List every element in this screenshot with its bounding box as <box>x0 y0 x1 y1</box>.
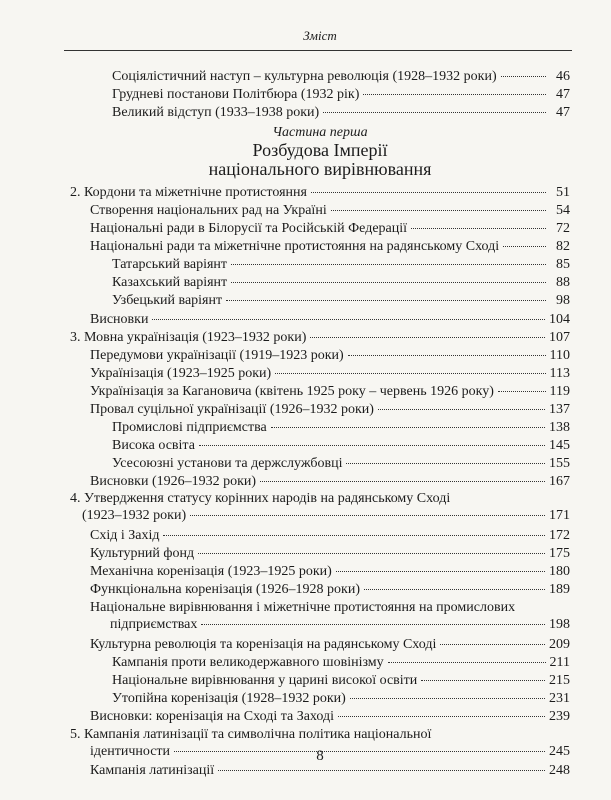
dot-leader <box>201 624 545 625</box>
toc-entry <box>90 202 570 219</box>
toc-entry <box>90 581 570 598</box>
dot-leader <box>501 76 546 77</box>
dot-leader <box>198 553 545 554</box>
dot-leader <box>350 698 545 699</box>
dot-leader <box>323 112 546 113</box>
toc-entry <box>90 599 570 633</box>
toc-entry <box>90 401 570 418</box>
toc-entry-page: 248 <box>549 763 570 778</box>
toc-entry <box>70 184 570 201</box>
toc-entry <box>90 238 570 255</box>
toc-entry-page: 107 <box>549 330 570 345</box>
dot-leader <box>346 463 545 464</box>
page-number: 8 <box>316 748 324 764</box>
toc-entry-page: 85 <box>556 257 570 272</box>
toc-entry <box>90 220 570 237</box>
dot-leader <box>152 319 545 320</box>
dot-leader <box>338 716 545 717</box>
toc-entry-page: 155 <box>549 456 570 471</box>
toc-entry-title: 2. Кордони та міжетнічне протистояння <box>70 185 307 200</box>
toc-entry-title: Культурний фонд <box>90 546 195 561</box>
toc-entry <box>90 365 570 382</box>
toc-entry-page: 209 <box>549 637 570 652</box>
toc-entry <box>90 473 570 490</box>
toc-entry-first-line: Національне вирівнювання і міжетнічне протистояння на промислових <box>90 600 516 615</box>
toc-entry <box>112 672 570 689</box>
toc-entry-page: 175 <box>549 546 570 561</box>
dot-leader <box>503 246 546 247</box>
toc-entry <box>90 527 570 544</box>
dot-leader <box>275 373 545 374</box>
toc-entry <box>70 329 570 346</box>
toc-entry-page: 239 <box>549 709 570 724</box>
toc-entry <box>90 636 570 653</box>
toc-entry-page: 119 <box>549 384 570 399</box>
dot-leader <box>378 409 545 410</box>
toc-entry-title: Національне вирівнювання у царині високої освіти <box>112 673 418 688</box>
toc-entry-page: 47 <box>556 105 570 120</box>
toc-entry <box>112 690 570 707</box>
toc-entry <box>90 311 570 328</box>
toc-entry <box>112 256 570 273</box>
part-title-line2: національного вирівнювання <box>208 159 432 179</box>
toc-entry-first-line: 4. Утвердження статусу корінних народів на радянському Сході <box>70 491 451 506</box>
toc-entry-page: 47 <box>556 87 570 102</box>
toc-entry-title: Усесоюзні установи та держслужбовці <box>112 456 343 471</box>
toc-entry-page: 110 <box>549 348 570 363</box>
dot-leader <box>411 228 546 229</box>
part-title-line1: Розбудова Імперії <box>252 140 388 160</box>
dot-leader <box>348 355 546 356</box>
toc-entry-page: 98 <box>556 293 570 308</box>
toc-entry-page: 104 <box>549 312 570 327</box>
toc-entry-title: 3. Мовна українізація (1923–1932 роки) <box>70 330 307 345</box>
dot-leader <box>271 427 545 428</box>
toc-entry-title: Функціональна коренізація (1926–1928 роки) <box>90 582 361 597</box>
dot-leader <box>231 264 546 265</box>
toc-entry-title: ідентичности <box>90 744 171 759</box>
toc-entry <box>112 104 570 121</box>
dot-leader <box>226 300 546 301</box>
toc-entry-page: 198 <box>549 617 570 632</box>
dot-leader <box>190 515 545 516</box>
dot-leader <box>336 571 545 572</box>
toc-entry-title: Кампанія проти великодержавного шовінізму <box>112 655 384 670</box>
toc-entry-page: 180 <box>549 564 570 579</box>
dot-leader <box>231 282 546 283</box>
toc-entry-page: 167 <box>549 474 570 489</box>
toc-entry-title: Національні ради в Білорусії та Російській Федерації <box>90 221 408 236</box>
toc-entry <box>90 563 570 580</box>
toc-entry-page: 46 <box>556 69 570 84</box>
toc-entry-title: Висока освіта <box>112 438 195 453</box>
toc-entry-title: Схід і Захід <box>90 528 160 543</box>
toc-entry-title: Великий відступ (1933–1938 роки) <box>112 105 320 120</box>
toc-entry-page: 72 <box>556 221 570 236</box>
toc-entry-title: Промислові підприємства <box>112 420 267 435</box>
toc-entry-title: Провал суцільної українізації (1926–1932 роки) <box>90 402 374 417</box>
part-title <box>70 141 570 179</box>
dot-leader <box>363 94 546 95</box>
toc-entry-page: 113 <box>549 366 570 381</box>
toc-entry-title: Висновки <box>90 312 149 327</box>
toc-entry-page: 189 <box>549 582 570 597</box>
toc-entry-title: Кампанія латинізації <box>90 763 215 778</box>
toc-entry <box>112 274 570 291</box>
toc-entry-page: 245 <box>549 744 570 759</box>
toc-entry-title: (1923–1932 роки) <box>82 508 187 523</box>
dot-leader <box>364 589 545 590</box>
toc-entry-title: Татарський варіянт <box>112 257 228 272</box>
toc-entry-title: Утопійна коренізація (1928–1932 роки) <box>112 691 346 706</box>
toc-entry-page: 138 <box>549 420 570 435</box>
dot-leader <box>310 337 545 338</box>
toc-entry-title: Узбецький варіянт <box>112 293 223 308</box>
toc-entry <box>70 490 570 524</box>
toc-entry-page: 172 <box>549 528 570 543</box>
dot-leader <box>260 481 545 482</box>
toc-entry <box>112 419 570 436</box>
toc-entry <box>90 383 570 400</box>
toc-entry <box>112 86 570 103</box>
toc-entry-page: 171 <box>549 508 570 523</box>
toc-entry <box>112 292 570 309</box>
header-rule <box>64 50 572 51</box>
toc-entry-title: Створення національних рад на Україні <box>90 203 327 218</box>
toc-entry-page: 145 <box>549 438 570 453</box>
toc-entry-page: 51 <box>556 185 570 200</box>
toc-entry-title: Передумови українізації (1919–1923 роки) <box>90 348 344 363</box>
toc-entry-title: Висновки (1926–1932 роки) <box>90 474 257 489</box>
toc-entry-title: Висновки: коренізація на Сході та Заході <box>90 709 335 724</box>
toc-entry-page: 88 <box>556 275 570 290</box>
toc-entry-title: Українізація (1923–1925 роки) <box>90 366 272 381</box>
toc-entry <box>112 437 570 454</box>
dot-leader <box>311 192 546 193</box>
toc-entry <box>112 68 570 85</box>
toc-entry <box>90 347 570 364</box>
toc-entry-page: 82 <box>556 239 570 254</box>
dot-leader <box>388 662 546 663</box>
toc-entry-page: 231 <box>549 691 570 706</box>
dot-leader <box>218 770 545 771</box>
dot-leader <box>199 445 545 446</box>
toc-entry <box>112 455 570 472</box>
toc-entry-first-line: 5. Кампанія латинізації та символічна політика національної <box>70 727 432 742</box>
toc-entry-title: Національні ради та міжетнічне протистояння на радянському Сході <box>90 239 500 254</box>
toc-entry-page: 215 <box>549 673 570 688</box>
toc-entry <box>90 545 570 562</box>
toc-entry <box>112 654 570 671</box>
toc-entry <box>90 708 570 725</box>
dot-leader <box>421 680 545 681</box>
toc-entry-title: підприємствах <box>110 617 198 632</box>
dot-leader <box>440 644 545 645</box>
dot-leader <box>331 210 546 211</box>
dot-leader <box>498 391 546 392</box>
toc-entry-title: Українізація за Кагановича (квітень 1925 року – червень 1926 року) <box>90 384 494 399</box>
toc-entry-page: 54 <box>556 203 570 218</box>
running-header: Зміст <box>303 28 337 43</box>
toc-entry-page: 137 <box>549 402 570 417</box>
toc-entry-title: Соціялістичний наступ – культурна революція (1928–1932 роки) <box>112 69 497 84</box>
part-label: Частина перша <box>272 125 368 140</box>
toc-entry-title: Культурна революція та коренізація на радянському Сході <box>90 637 437 652</box>
toc-entry-title: Грудневі постанови Політбюра (1932 рік) <box>112 87 360 102</box>
toc-entry-title: Механічна коренізація (1923–1925 роки) <box>90 564 332 579</box>
toc-entry-page: 211 <box>549 655 570 670</box>
dot-leader <box>163 535 545 536</box>
toc-entry-title: Казахський варіянт <box>112 275 228 290</box>
